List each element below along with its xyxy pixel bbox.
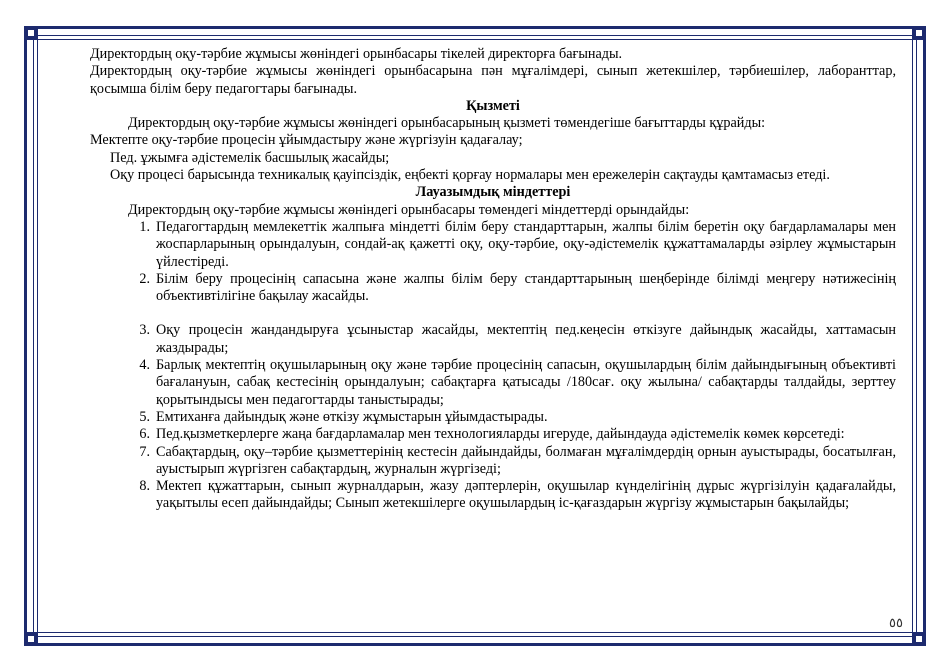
list-item-number: 2. <box>139 270 150 287</box>
list-item <box>90 271 896 306</box>
list-item-text: Педагогтардың мемлекеттік жалпыға міндетті білім беру стандарттарын, жалпы білім беретін оқу бағдарламалары мен жоспарларының орындалуын, сондай-ақ қажетті оқу, оқу-тәрбие, оқу-әдістемелік құжаттамаларды әзірлеу жұмыстарын үйлестіреді. <box>156 218 896 270</box>
paragraph-functions-intro: Директордың оқу-тәрбие жұмысы жөніндегі орынбасарының қызметі төмендегіше бағыттарды құрайды: <box>128 115 766 132</box>
list-item-text: Барлық мектептің оқушыларының оқу және тәрбие процесінің сапасын, оқушылардың білім дайындығының объективті бағалануын, сабақ кестесінің орындалуын; сабақтарға қатысады /180сағ. оқу жылына/ сабақтарды талдайды, зерттеу қорытындысы мен педагогтарды таныстырады; <box>156 357 896 408</box>
list-item-text: Оқу процесін жандандыруға ұсыныстар жасайды, мектептің пед.кеңесін өткізуге дайындық жасайды, хаттамасын жаздырады; <box>156 322 896 356</box>
border-corner-ornament <box>24 26 38 40</box>
list-item-number: 3. <box>139 322 150 339</box>
list-item-text: Емтиханға дайындық және өткізу жұмыстарын ұйымдастырады. <box>156 408 548 425</box>
duties-list <box>90 219 896 513</box>
list-item <box>90 478 896 513</box>
list-item <box>90 409 896 426</box>
list-item-number: 6. <box>139 426 150 443</box>
border-corner-ornament <box>912 26 926 40</box>
paragraph-subordination: Директордың оқу-тәрбие жұмысы жөніндегі орынбасары тікелей директорға бағынады. <box>90 46 623 62</box>
list-item-text: Сабақтардың, оқу–тәрбие қызметтерінің кестесін дайындайды, болмаған мұғалімдердің орнын ауыстырады, босатылған, ауыстырып жүргізген сабақтардың, журналын жүргізеді; <box>156 443 896 477</box>
list-item-text: Пед.қызметкерлерге жаңа бағдарламалар мен технологияларды игеруде, дайындауда әдістемелік көмек көрсетеді: <box>156 426 845 443</box>
section-heading-duties: Лауазымдық міндеттері <box>415 184 571 201</box>
list-item <box>90 357 896 409</box>
section-heading-functions: Қызметі <box>466 97 520 114</box>
list-item-number: 5. <box>139 408 150 425</box>
page-number: ٥٥ <box>889 615 903 630</box>
list-item <box>90 426 896 443</box>
paragraph-function-methodology: Пед. ұжымға әдістемелік басшылық жасайды; <box>110 149 390 166</box>
list-item-text: Мектеп құжаттарын, сынып журналдарын, жазу дәптерлерін, оқушылар күнделігінің дұрыс жүргізілуін қадағалайды, уақытылы есеп дайындайды; Сынып жетекшілерге оқушылардың іс-қағаздарын жүргізу жұмыстарын бақылайды; <box>156 478 896 512</box>
list-item <box>90 322 896 357</box>
paragraph-function-supervision: Мектепте оқу-тәрбие процесін ұйымдастыру және жүргізуін қадағалау; <box>90 132 523 149</box>
list-item-text: Білім беру процесінің сапасына және жалпы білім беру стандарттарының шеңберінде білімді меңгеру нәтижесінің объективтілігіне бақылау жасайды. <box>156 270 896 305</box>
border-corner-ornament <box>24 632 38 646</box>
list-item <box>90 444 896 479</box>
list-item <box>90 219 896 271</box>
list-item-number: 8. <box>139 478 150 495</box>
border-corner-ornament <box>912 632 926 646</box>
list-item-number: 4. <box>139 357 150 374</box>
blank-line <box>90 305 896 322</box>
list-item-number: 1. <box>139 218 150 235</box>
list-item-number: 7. <box>139 443 150 460</box>
document-body <box>90 46 896 513</box>
paragraph-subordinates: Директордың оқу-тәрбие жұмысы жөніндегі орынбасарына пән мұғалімдері, сынып жетекшілер, тәрбиешілер, лаборанттар, қосымша білім беру педагогтары бағынады. <box>90 63 896 97</box>
paragraph-function-safety: Оқу процесі барысында техникалық қауіпсіздік, еңбекті қорғау нормалары мен ережелерін сақтауды қамтамасыз етеді. <box>110 167 830 184</box>
paragraph-duties-intro: Директордың оқу-тәрбие жұмысы жөніндегі орынбасары төмендегі міндеттерді орындайды: <box>128 201 690 218</box>
